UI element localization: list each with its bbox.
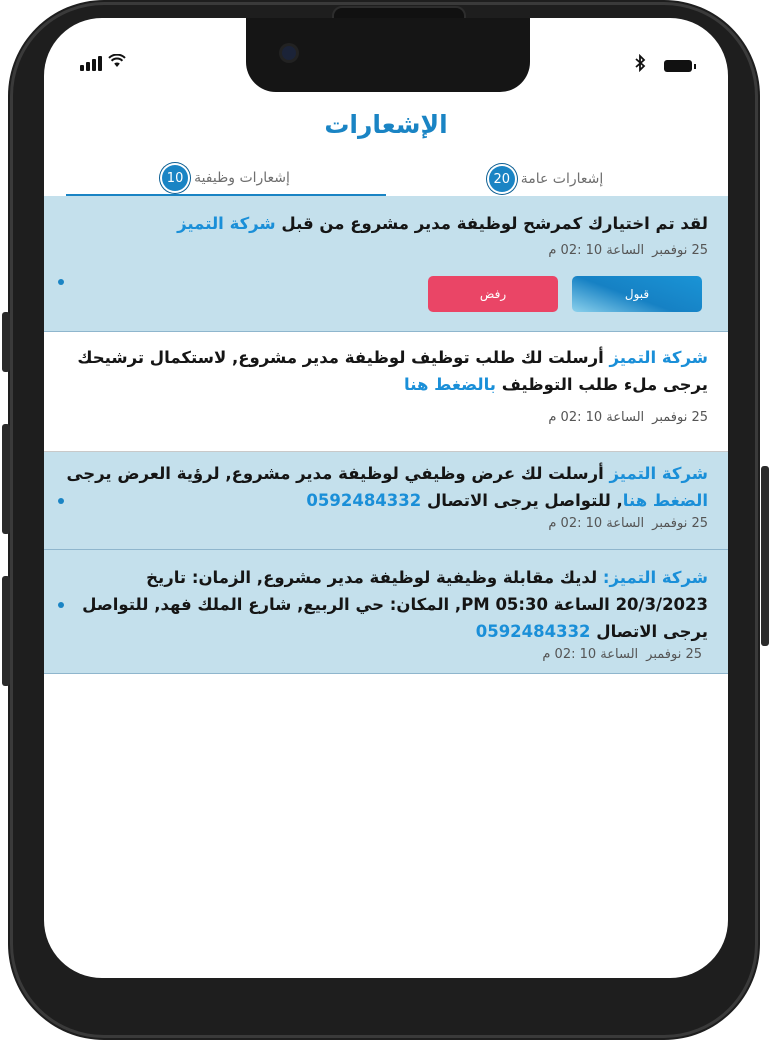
notifications-list <box>44 196 728 674</box>
screen <box>44 18 728 978</box>
apply-link[interactable]: بالضغط هنا <box>404 375 496 394</box>
message-text: لقد تم اختيارك كمرشح لوظيفة مدير مشروع من قبل <box>275 214 708 233</box>
tab-general-notifications[interactable] <box>386 162 706 196</box>
message-text: أرسلت لك طلب توظيف لوظيفة مدير مشروع, لاستكمال ترشيحك يرجى ملء طلب التوظيف <box>77 348 708 394</box>
volume-up-button <box>2 424 10 534</box>
time-text: الساعة 10 :02 م <box>542 647 639 662</box>
volume-down-button <box>2 576 10 686</box>
unread-dot-icon <box>58 279 64 285</box>
unread-dot-icon <box>58 498 64 504</box>
phone-link[interactable]: 0592484332 <box>306 491 422 510</box>
company-link[interactable]: شركة التميز <box>177 214 276 233</box>
status-left <box>80 54 126 71</box>
notification-message <box>64 564 708 645</box>
unread-dot-icon <box>58 602 64 608</box>
time-text: الساعة 10 :02 م <box>548 243 645 258</box>
company-link[interactable]: شركة التميز: <box>602 568 708 587</box>
date-text: 25 نوفمبر <box>652 516 708 531</box>
notification-message <box>64 460 708 514</box>
wifi-icon <box>108 54 126 71</box>
phone-link[interactable]: 0592484332 <box>475 622 591 641</box>
notification-message <box>64 210 708 237</box>
page-title: الإشعارات <box>324 110 448 139</box>
reject-button[interactable]: رفض <box>428 276 558 312</box>
notification-message <box>64 344 708 398</box>
count-badge: 10 <box>162 165 188 191</box>
notification-timestamp <box>64 516 708 531</box>
notification-timestamp <box>64 647 708 662</box>
tab-label: إشعارات وظيفية <box>194 170 290 186</box>
mute-switch <box>2 312 10 372</box>
camera-icon <box>282 46 296 60</box>
count-badge: 20 <box>489 166 515 192</box>
date-text: 25 نوفمبر <box>652 243 708 258</box>
offer-link[interactable]: الضغط هنا <box>622 491 708 510</box>
notch <box>246 18 530 92</box>
notification-item[interactable] <box>44 332 728 452</box>
tab-job-notifications[interactable] <box>66 162 386 197</box>
power-button <box>761 466 769 646</box>
notification-item[interactable] <box>44 196 728 332</box>
message-text: لديك مقابلة وظيفية لوظيفة مدير مشروع, الزمان: تاريخ 20/3/2023 الساعة PM 05:30, المكان: حي الربيع, شارع الملك فهد, للتواصل يرجى الاتصال <box>82 568 708 641</box>
date-text: 25 نوفمبر <box>652 410 708 425</box>
company-link[interactable]: شركة التميز <box>609 464 708 483</box>
company-link[interactable]: شركة التميز <box>609 348 708 367</box>
accept-button[interactable]: قبول <box>572 276 702 312</box>
notification-actions <box>64 276 708 312</box>
battery-icon <box>664 60 692 72</box>
time-text: الساعة 10 :02 م <box>548 516 645 531</box>
date-text: 25 نوفمبر <box>646 647 702 662</box>
tab-label: إشعارات عامة <box>520 171 604 187</box>
notification-timestamp <box>64 243 708 258</box>
notification-item[interactable] <box>44 452 728 550</box>
time-text: الساعة 10 :02 م <box>548 410 645 425</box>
message-text: أرسلت لك عرض وظيفي لوظيفة مدير مشروع, لرؤية العرض يرجى <box>66 464 610 483</box>
notification-timestamp <box>64 410 708 425</box>
tab-bar <box>66 162 706 197</box>
bluetooth-icon <box>634 54 646 77</box>
notification-item[interactable] <box>44 550 728 674</box>
signal-bars-icon <box>80 56 102 71</box>
message-text: , للتواصل يرجى الاتصال <box>421 491 623 510</box>
status-right <box>634 54 692 77</box>
